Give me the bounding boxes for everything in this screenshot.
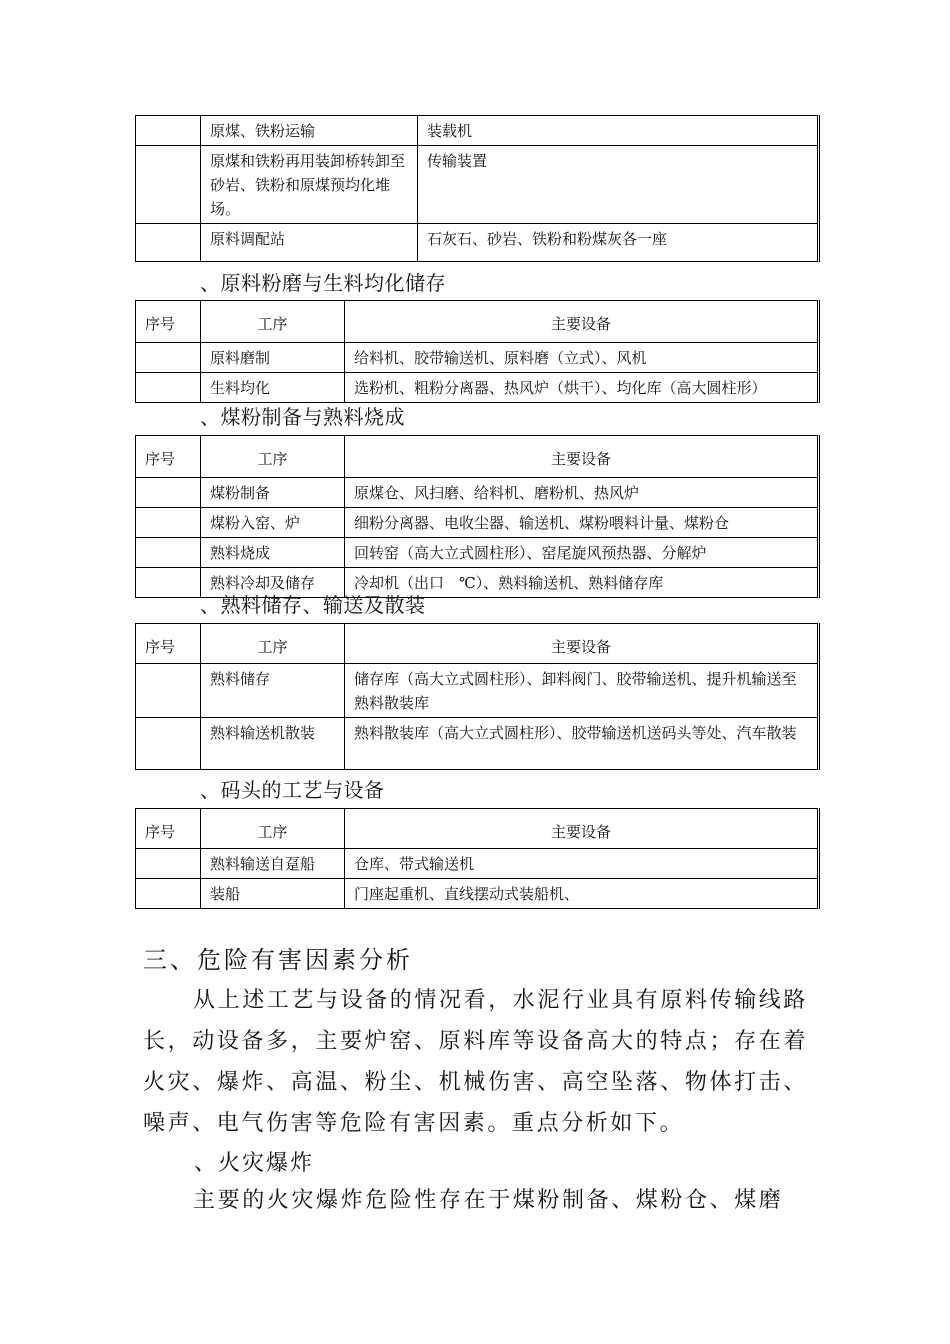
table-cell-equipment: 传输装置 [418, 146, 819, 224]
table-cell-process: 原煤和铁粉再用装卸桥转卸至砂岩、铁粉和原煤预均化堆场。 [201, 146, 418, 224]
table-row [136, 224, 819, 262]
header-no: 序号 [136, 809, 201, 849]
header-no: 序号 [136, 624, 201, 664]
table-cell-equipment: 门座起重机、直线摆动式装船机、 [345, 879, 819, 909]
table-cell-no [136, 568, 201, 598]
table-cell-no [136, 508, 201, 538]
header-equipment: 主要设备 [345, 809, 819, 849]
table-cell-equipment: 仓库、带式输送机 [345, 849, 819, 879]
table-cell-equipment: 原煤仓、风扫磨、给料机、磨粉机、热风炉 [345, 478, 819, 508]
table-cell-no [136, 373, 201, 403]
table-cell-no [136, 146, 201, 224]
section-title: 三、危险有害因素分析 [143, 946, 413, 974]
header-no: 序号 [136, 436, 201, 478]
coal-powder-clinker-table [135, 435, 820, 598]
table-cell-process: 煤粉入窑、炉 [201, 508, 345, 538]
table-cell-process: 熟料储存 [201, 664, 345, 718]
section-heading: 、原料粉磨与生料均化储存 [200, 271, 446, 295]
table-cell-equipment: 冷却机（出口 ℃）、熟料输送机、熟料储存库 [345, 568, 819, 598]
table-header-row [136, 436, 819, 478]
table-cell-no [136, 478, 201, 508]
table-row [136, 116, 819, 146]
section-heading: 、码头的工艺与设备 [200, 778, 385, 802]
table-cell-process: 熟料烧成 [201, 538, 345, 568]
table-row [136, 478, 819, 508]
table-row [136, 538, 819, 568]
header-equipment: 主要设备 [345, 301, 819, 343]
table-cell-no [136, 849, 201, 879]
table-cell-process: 原料磨制 [201, 343, 345, 373]
table-row [136, 879, 819, 909]
table-row [136, 849, 819, 879]
table-cell-no [136, 879, 201, 909]
table-cell-equipment: 选粉机、粗粉分离器、热风炉（烘干）、均化库（高大圆柱形） [345, 373, 819, 403]
table-cell-equipment: 回转窑（高大立式圆柱形）、窑尾旋风预热器、分解炉 [345, 538, 819, 568]
table-row [136, 718, 819, 770]
header-process: 工序 [201, 301, 345, 343]
header-no: 序号 [136, 301, 201, 343]
analysis-paragraph-2: 主要的火灾爆炸危险性存在于煤粉制备、煤粉仓、煤磨 [193, 1188, 784, 1213]
table-cell-equipment: 细粉分离器、电收尘器、输送机、煤粉喂料计量、煤粉仓 [345, 508, 819, 538]
table-header-row [136, 301, 819, 343]
table-cell-process: 煤粉制备 [201, 478, 345, 508]
raw-material-grinding-table [135, 300, 820, 403]
table-cell-no [136, 224, 201, 262]
table-cell-no [136, 538, 201, 568]
table-cell-process: 原料调配站 [201, 224, 418, 262]
clinker-storage-table [135, 623, 820, 770]
table-cell-no [136, 664, 201, 718]
table-cell-process: 熟料冷却及储存 [201, 568, 345, 598]
header-process: 工序 [201, 436, 345, 478]
table-row [136, 508, 819, 538]
table-cell-process: 生料均化 [201, 373, 345, 403]
table-row [136, 343, 819, 373]
header-equipment: 主要设备 [345, 436, 819, 478]
analysis-paragraph: 从上述工艺与设备的情况看，水泥行业具有原料传输线路长，动设备多，主要炉窑、原料库等设备高大的特点；存在着火灾、爆炸、高温、粉尘、机械伤害、高空坠落、物体打击、噪声、电气伤害等危险有害因素。重点分析如下。 [143, 988, 809, 1136]
table-cell-no [136, 116, 201, 146]
table-cell-equipment: 熟料散装库（高大立式圆柱形）、胶带输送机送码头等处、汽车散装 [345, 718, 819, 770]
table-cell-equipment: 储存库（高大立式圆柱形）、卸料阀门、胶带输送机、提升机输送至熟料散装库 [345, 664, 819, 718]
section-heading: 、煤粉制备与熟料烧成 [200, 405, 405, 429]
header-process: 工序 [201, 624, 345, 664]
table-row [136, 373, 819, 403]
table-row [136, 664, 819, 718]
table-cell-process: 熟料输送自趸船 [201, 849, 345, 879]
table-cell-process: 装船 [201, 879, 345, 909]
raw-material-transport-table [135, 115, 820, 262]
table-header-row [136, 624, 819, 664]
wharf-equipment-table [135, 808, 820, 909]
table-cell-equipment: 给料机、胶带输送机、原料磨（立式）、风机 [345, 343, 819, 373]
table-cell-equipment: 石灰石、砂岩、铁粉和粉煤灰各一座 [418, 224, 819, 262]
table-cell-equipment: 装载机 [418, 116, 819, 146]
section-heading: 、熟料储存、输送及散装 [200, 593, 426, 617]
header-process: 工序 [201, 809, 345, 849]
table-cell-process: 熟料输送机散装 [201, 718, 345, 770]
table-cell-no [136, 343, 201, 373]
table-cell-no [136, 718, 201, 770]
table-header-row [136, 809, 819, 849]
table-row [136, 146, 819, 224]
table-cell-process: 原煤、铁粉运输 [201, 116, 418, 146]
header-equipment: 主要设备 [345, 624, 819, 664]
subheading: 、火灾爆炸 [194, 1151, 315, 1176]
